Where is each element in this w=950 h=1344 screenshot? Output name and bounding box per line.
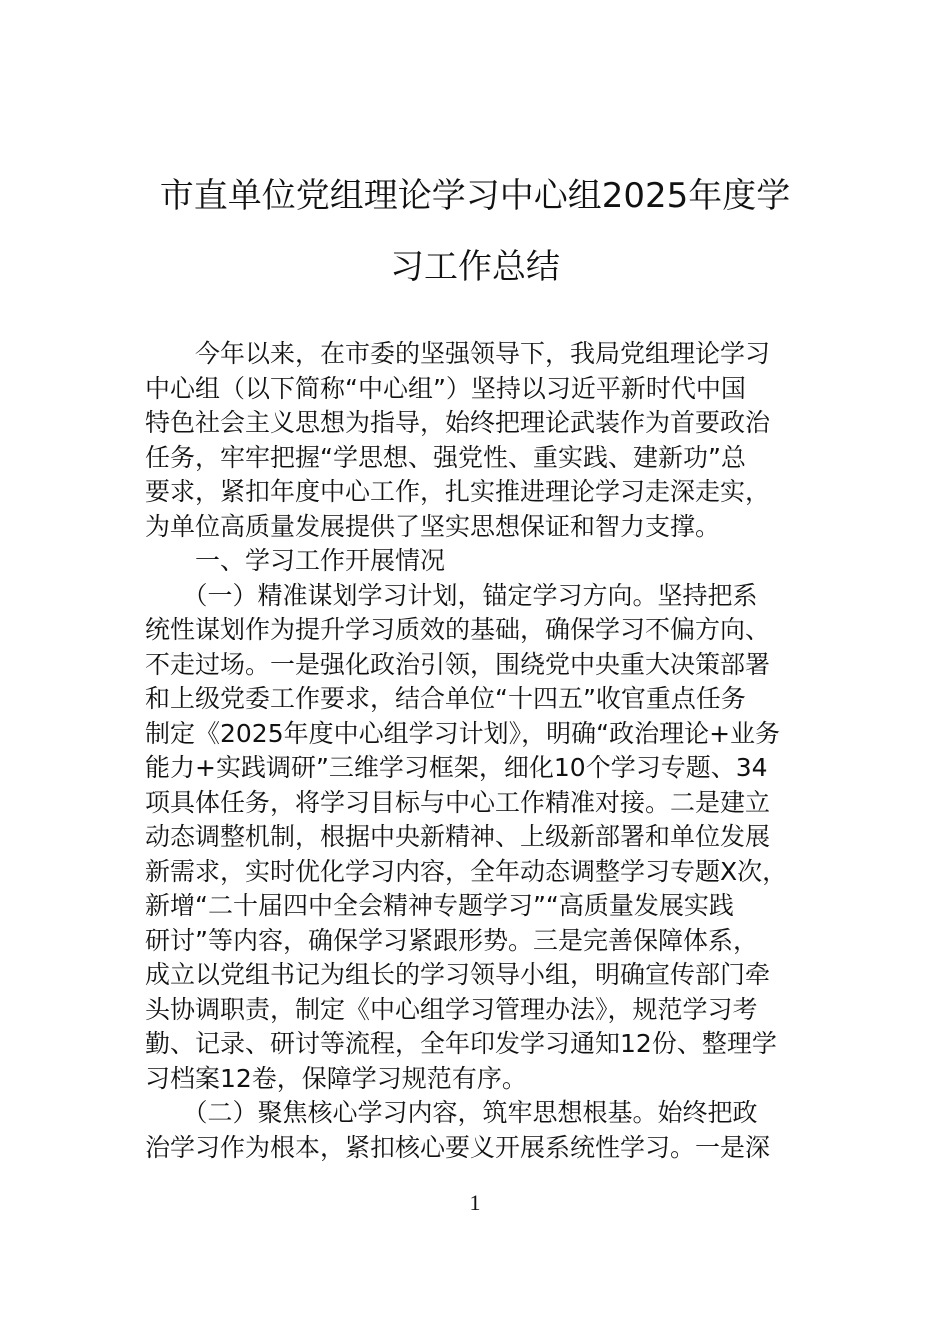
body-line: 习档案12卷，保障学习规范有序。 (145, 1063, 527, 1093)
body-line: 头协调职责，制定《中心组学习管理办法》，规范学习考 (145, 994, 758, 1024)
body-line: 今年以来，在市委的坚强领导下，我局党组理论学习 (145, 339, 771, 368)
body-line: 研讨”等内容，确保学习紧跟形势。三是完善保障体系， (145, 925, 758, 955)
body-line: 制定《2025年度中心组学习计划》，明确“政治理论+业务 (145, 718, 781, 748)
body-line: 治学习作为根本，紧扣核心要义开展系统性学习。一是深 (145, 1132, 771, 1162)
body-line: 要求，紧扣年度中心工作，扎实推进理论学习走深走实， (145, 477, 771, 506)
body-line: 成立以党组书记为组长的学习领导小组，明确宣传部门牵 (145, 960, 771, 989)
body-line: 特色社会主义思想为指导，始终把理论武装作为首要政治 (145, 408, 771, 437)
body-line: 勤、记录、研讨等流程，全年印发学习通知12份、整理学 (145, 1029, 777, 1058)
body-line: 新增“二十届四中全会精神专题学习”“高质量发展实践 (145, 891, 734, 920)
body-line: 新需求，实时优化学习内容，全年动态调整学习专题X次， (145, 856, 788, 886)
body-line: 任务，牢牢把握“学思想、强党性、重实践、建新功”总 (145, 442, 746, 472)
body-line: 不走过场。一是强化政治引领，围绕党中央重大决策部署 (145, 649, 771, 679)
document-title-line-2: 习工作总结 (390, 247, 560, 287)
section-heading: 一、学习工作开展情况 (145, 546, 446, 575)
document-body (145, 337, 811, 1165)
body-line: （一）精准谋划学习计划，锚定学习方向。坚持把系 (145, 580, 758, 610)
body-line: 能力+实践调研”三维学习框架，细化10个学习专题、34 (145, 753, 768, 782)
document-title-line-1: 市直单位党组理论学习中心组2025年度学 (159, 176, 791, 216)
body-line: 和上级党委工作要求，结合单位“十四五”收官重点任务 (145, 684, 746, 713)
body-line: 统性谋划作为提升学习质效的基础，确保学习不偏方向、 (145, 615, 771, 644)
page-number: 1 (469, 1190, 481, 1215)
body-line: 动态调整机制，根据中央新精神、上级新部署和单位发展 (145, 822, 771, 851)
body-line: 项具体任务，将学习目标与中心工作精准对接。二是建立 (145, 787, 771, 817)
body-line: 中心组（以下简称“中心组”）坚持以习近平新时代中国 (145, 373, 746, 403)
body-line: 为单位高质量发展提供了坚实思想保证和智力支撑。 (145, 511, 721, 541)
body-line: （二）聚焦核心学习内容，筑牢思想根基。始终把政 (145, 1098, 758, 1127)
